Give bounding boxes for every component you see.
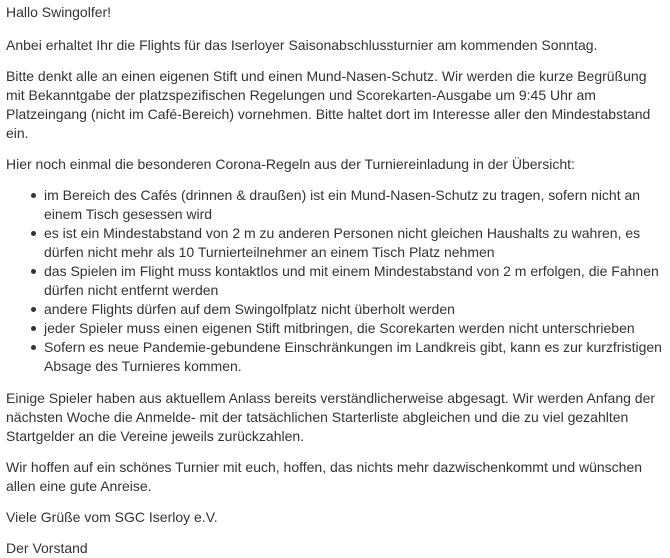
rule-text: im Bereich des Cafés (drinnen & draußen) ist ein Mund-Nasen-Schutz zu tragen, sofern nicht an einem Tisch gesessen wird [44, 187, 641, 222]
instructions-paragraph: Bitte denkt alle an einen eigenen Stift und einen Mund-Nasen-Schutz. Wir werden die kurze Begrüßung mit Bekanntgabe der platzspezifischen Regelungen und Scorekarten-Ausgabe um 9:45 Uhr am Platzeingang (nicht im Café-Bereich) vornehmen. Bitte haltet dort im Interesse aller den Mindestabstand ein. [6, 68, 651, 141]
signature: Der Vorstand [6, 540, 88, 556]
rule-text: es ist ein Mindestabstand von 2 m zu anderen Personen nicht gleichen Haushalts zu wahren, es dürfen nicht mehr als 10 Turnierteilnehmer an einem Tisch Platz nehmen [44, 225, 641, 260]
list-item [44, 319, 664, 338]
list-item [44, 300, 664, 319]
bullet-icon [31, 326, 36, 331]
bullet-icon [31, 269, 36, 274]
rule-text: Sofern es neue Pandemie-gebundene Einschränkungen im Landkreis gibt, kann es zur kurzfristigen Absage des Turnieres kommen. [44, 339, 662, 374]
rules-intro-paragraph: Hier noch einmal die besonderen Corona-Regeln aus der Turniereinladung in der Übersicht: [6, 156, 575, 172]
list-item [44, 338, 664, 376]
list-item [44, 186, 664, 224]
intro-paragraph: Anbei erhaltet Ihr die Flights für das Iserloyer Saisonabschlussturnier am kommenden Sonntag. [6, 37, 598, 53]
closing-line: Viele Grüße vom SGC Iserloy e.V. [6, 509, 218, 525]
rule-text: das Spielen im Flight muss kontaktlos und mit einem Mindestabstand von 2 m erfolgen, die Fahnen dürfen nicht entfernt werden [44, 263, 659, 298]
bullet-icon [31, 307, 36, 312]
bullet-icon [31, 345, 36, 350]
rule-text: jeder Spieler muss einen eigenen Stift mitbringen, die Scorekarten werden nicht unterschrieben [44, 320, 635, 336]
wishes-paragraph: Wir hoffen auf ein schönes Turnier mit euch, hoffen, das nichts mehr dazwischenkommt und wünschen allen eine gute Anreise. [6, 459, 643, 494]
rule-text: andere Flights dürfen auf dem Swingolfplatz nicht überholt werden [44, 301, 455, 317]
bullet-icon [31, 193, 36, 198]
greeting: Hallo Swingolfer! [6, 4, 112, 20]
list-item [44, 262, 664, 300]
list-item [44, 224, 664, 262]
corona-rules-list [6, 186, 664, 376]
cancellations-paragraph: Einige Spieler haben aus aktuellem Anlass bereits verständlicherweise abgesagt. Wir werden Anfang der nächsten Woche die Anmelde- mit der tatsächlichen Starterliste abgleichen und die zu viel gezahlten Startgelder an die Vereine jeweils zurückzahlen. [6, 390, 656, 444]
bullet-icon [31, 231, 36, 236]
